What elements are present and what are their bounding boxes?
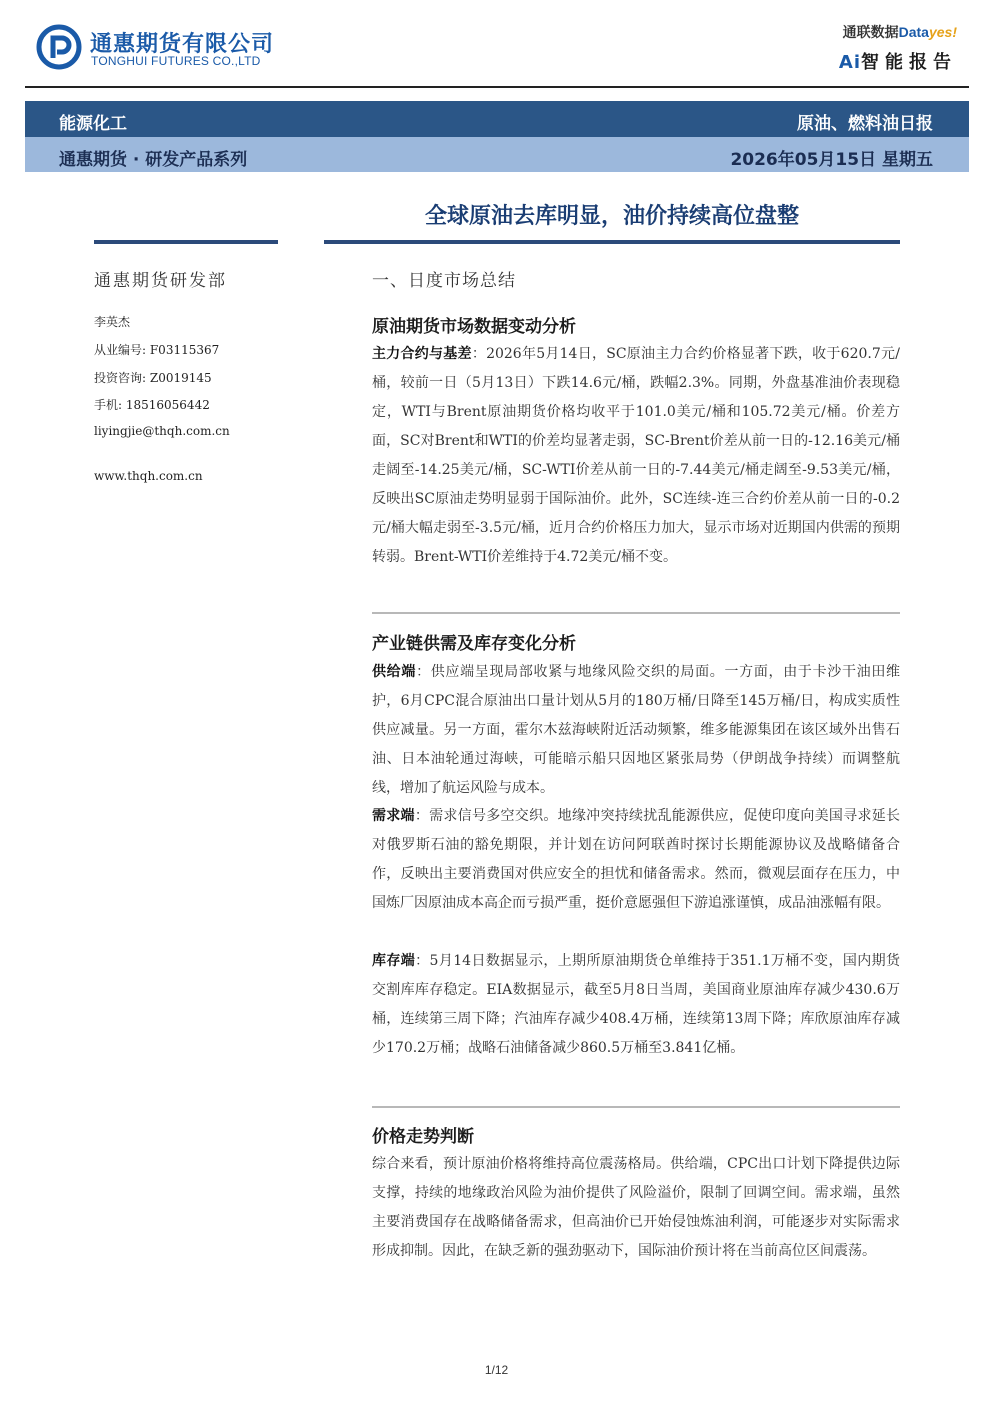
paragraph-label: 供给端: [372, 664, 417, 680]
section-heading: 一、日度市场总结: [372, 271, 516, 291]
consult-number: 投资咨询: Z0019145: [94, 371, 212, 385]
license-number: 从业编号: F03115367: [94, 343, 220, 357]
price-outlook-paragraph: 综合来看，预计原油价格将维持高位震荡格局。供给端，CPC出口计划下降提供边际支撑，持续的地缘政治风险为油价提供了风险溢价，限制了回调空间。需求端，虽然主要消费国存在战略储备需求，但高油价已开始侵蚀炼油利润，可能逐步对实际需求形成抑制。因此，在缺乏新的强劲驱动下，国际油价预计将在当前高位区间震荡。: [372, 1156, 900, 1259]
report-name: 原油、燃料油日报: [797, 114, 933, 134]
tonghui-logo-icon: [36, 24, 82, 70]
subsection-supply-demand-title: 产业链供需及库存变化分析: [372, 634, 576, 654]
email-address: liyingjie@thqh.com.cn: [94, 424, 230, 438]
paragraph-text: ：2026年5月14日，SC原油主力合约价格显著下跌，收于620.7元/桶，较前一日（5月13日）下跌14.6元/桶，跌幅2.3%。同期，外盘基准油价表现稳定，WTI与Brent原油期货价格均收平于101.0美元/桶和105.72美元/桶。价差方面，SC对Brent和WTI的价差均显著走弱，SC-Brent价差从前一日的-12.16美元/桶走阔至-14.25美元/桶，SC-WTI价差从前一日的-7.44美元/桶走阔至-9.53美元/桶，反映出SC原油走势明显弱于国际油价。此外，SC连续-连三合约价差从前一日的-0.2元/桶大幅走弱至-3.5元/桶，近月合约价格压力加大，显示市场对近期国内供需的预期转弱。Brent-WTI价差维持于4.72美元/桶不变。: [372, 346, 900, 565]
sector-label: 能源化工: [59, 114, 127, 134]
paragraph-label: 主力合约与基差: [372, 346, 472, 362]
title-rule: [324, 240, 900, 244]
company-name-cn: 通惠期货有限公司: [90, 32, 275, 57]
section-divider: [372, 612, 900, 614]
company-name-en: TONGHUI FUTURES CO.,LTD: [91, 54, 261, 68]
subsection-futures-title: 原油期货市场数据变动分析: [372, 317, 576, 337]
website-link[interactable]: www.thqh.com.cn: [94, 469, 203, 483]
brand-yes: yes!: [928, 24, 957, 40]
section-divider: [372, 1106, 900, 1108]
datayes-brand: [843, 22, 957, 42]
demand-paragraph: [372, 802, 900, 918]
series-band: [25, 137, 969, 172]
supply-paragraph: [372, 658, 900, 803]
paragraph-text: ：5月14日数据显示，上期所原油期货仓单维持于351.1万桶不变，国内期货交割库库存稳定。EIA数据显示，截至5月8日当周，美国商业原油库存减少430.6万桶，连续第三周下降；汽油库存减少408.4万桶，连续第13周下降；库欣原油库存减少170.2万桶；战略石油储备减少860.5万桶至3.841亿桶。: [372, 953, 900, 1056]
report-date: 2026年05月15日 星期五: [730, 150, 933, 170]
department-name: 通惠期货研发部: [94, 271, 227, 291]
paragraph-text: ：供应端呈现局部收紧与地缘风险交织的局面。一方面，由于卡沙干油田维护，6月CPC混合原油出口量计划从5月的180万桶/日降至145万桶/日，构成实质性供应减量。另一方面，霍尔木兹海峡附近活动频繁，维多能源集团在该区域外出售石油、日本油轮通过海峡，可能暗示船只因地区紧张局势（伊朗战争持续）而调整航线，增加了航运风险与成本。: [372, 664, 901, 796]
phone-number: 手机: 18516056442: [94, 398, 210, 412]
brand-prefix: 通联数据: [842, 24, 899, 40]
futures-analysis-paragraph: [372, 340, 900, 572]
header-divider: [25, 86, 969, 88]
page-number: 1/12: [484, 1363, 509, 1377]
brand-data: Data: [898, 24, 929, 40]
sector-band: [25, 101, 969, 137]
ai-report-label: 智能报告: [861, 52, 957, 73]
ai-report-brand: [839, 48, 957, 74]
series-label: 通惠期货 · 研发产品系列: [59, 150, 248, 170]
report-title: 全球原油去库明显，油价持续高位盘整: [424, 204, 799, 229]
paragraph-label: 库存端: [372, 953, 416, 969]
inventory-paragraph: [372, 947, 900, 1063]
paragraph-label: 需求端: [372, 808, 415, 824]
paragraph-text: ：需求信号多空交织。地缘冲突持续扰乱能源供应，促使印度向美国寻求延长对俄罗斯石油的豁免期限，并计划在访问阿联酋时探讨长期能源协议及战略储备合作，反映出主要消费国对供应安全的担忧和储备需求。然而，微观层面存在压力，中国炼厂因原油成本高企而亏损严重，挺价意愿强但下游追涨谨慎，成品油涨幅有限。: [372, 808, 901, 911]
author-name: 李英杰: [94, 315, 131, 329]
subsection-price-title: 价格走势判断: [372, 1127, 474, 1147]
sidebar-rule: [94, 240, 278, 244]
ai-label: Ai: [838, 52, 861, 73]
